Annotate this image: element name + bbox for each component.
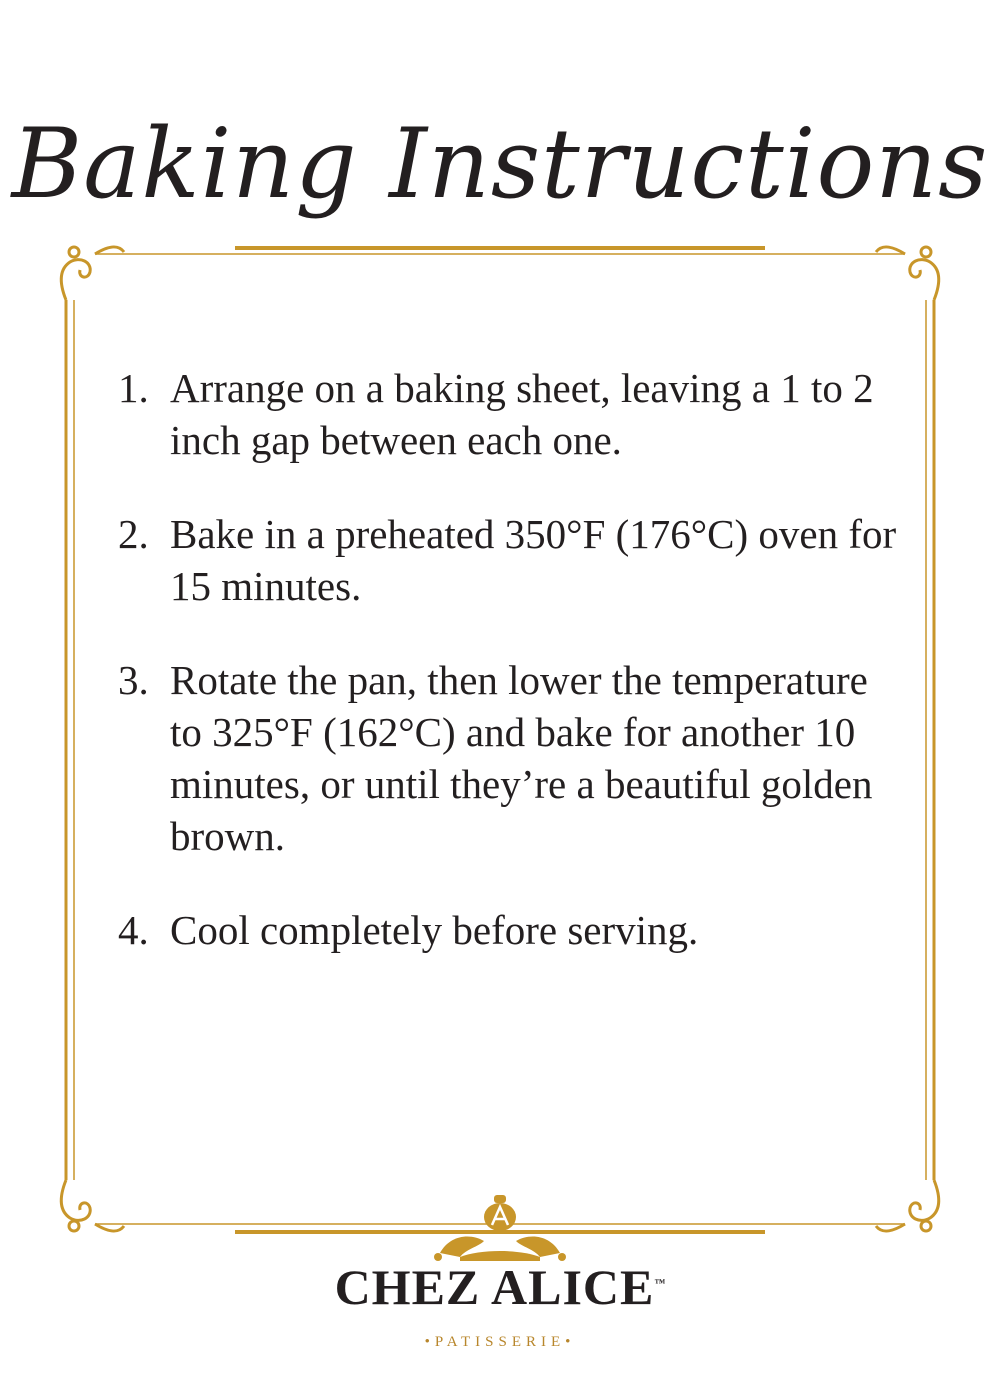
crest-icon: [430, 1195, 570, 1265]
step-number: 2.: [118, 511, 149, 557]
step-text: Bake in a preheated 350°F (176°C) oven for 15 minutes.: [170, 511, 897, 609]
step-number: 3.: [118, 657, 149, 703]
page-title: Baking Instructions: [11, 108, 989, 220]
brand-logo: [0, 1258, 1000, 1316]
list-item: [118, 362, 898, 466]
step-number: 4.: [118, 907, 149, 953]
list-item: [118, 508, 898, 612]
instruction-list: [118, 362, 898, 956]
brand-name: CHEZ ALICE: [334, 1259, 655, 1315]
corner-ornament-icon: [61, 247, 124, 300]
corner-ornament-icon: [876, 247, 939, 300]
brand-tagline: •PATISSERIE•: [424, 1334, 576, 1350]
step-number: 1.: [118, 365, 149, 411]
step-text: Rotate the pan, then lower the temperature to 325°F (162°C) and bake for another 10 minutes, or until they’re a beautiful golden brown.: [170, 657, 873, 859]
step-text: Cool completely before serving.: [170, 907, 699, 953]
trademark-mark: ™: [654, 1277, 666, 1290]
step-text: Arrange on a baking sheet, leaving a 1 to 2 inch gap between each one.: [170, 365, 874, 463]
list-item: [118, 654, 898, 862]
list-item: [118, 904, 898, 956]
